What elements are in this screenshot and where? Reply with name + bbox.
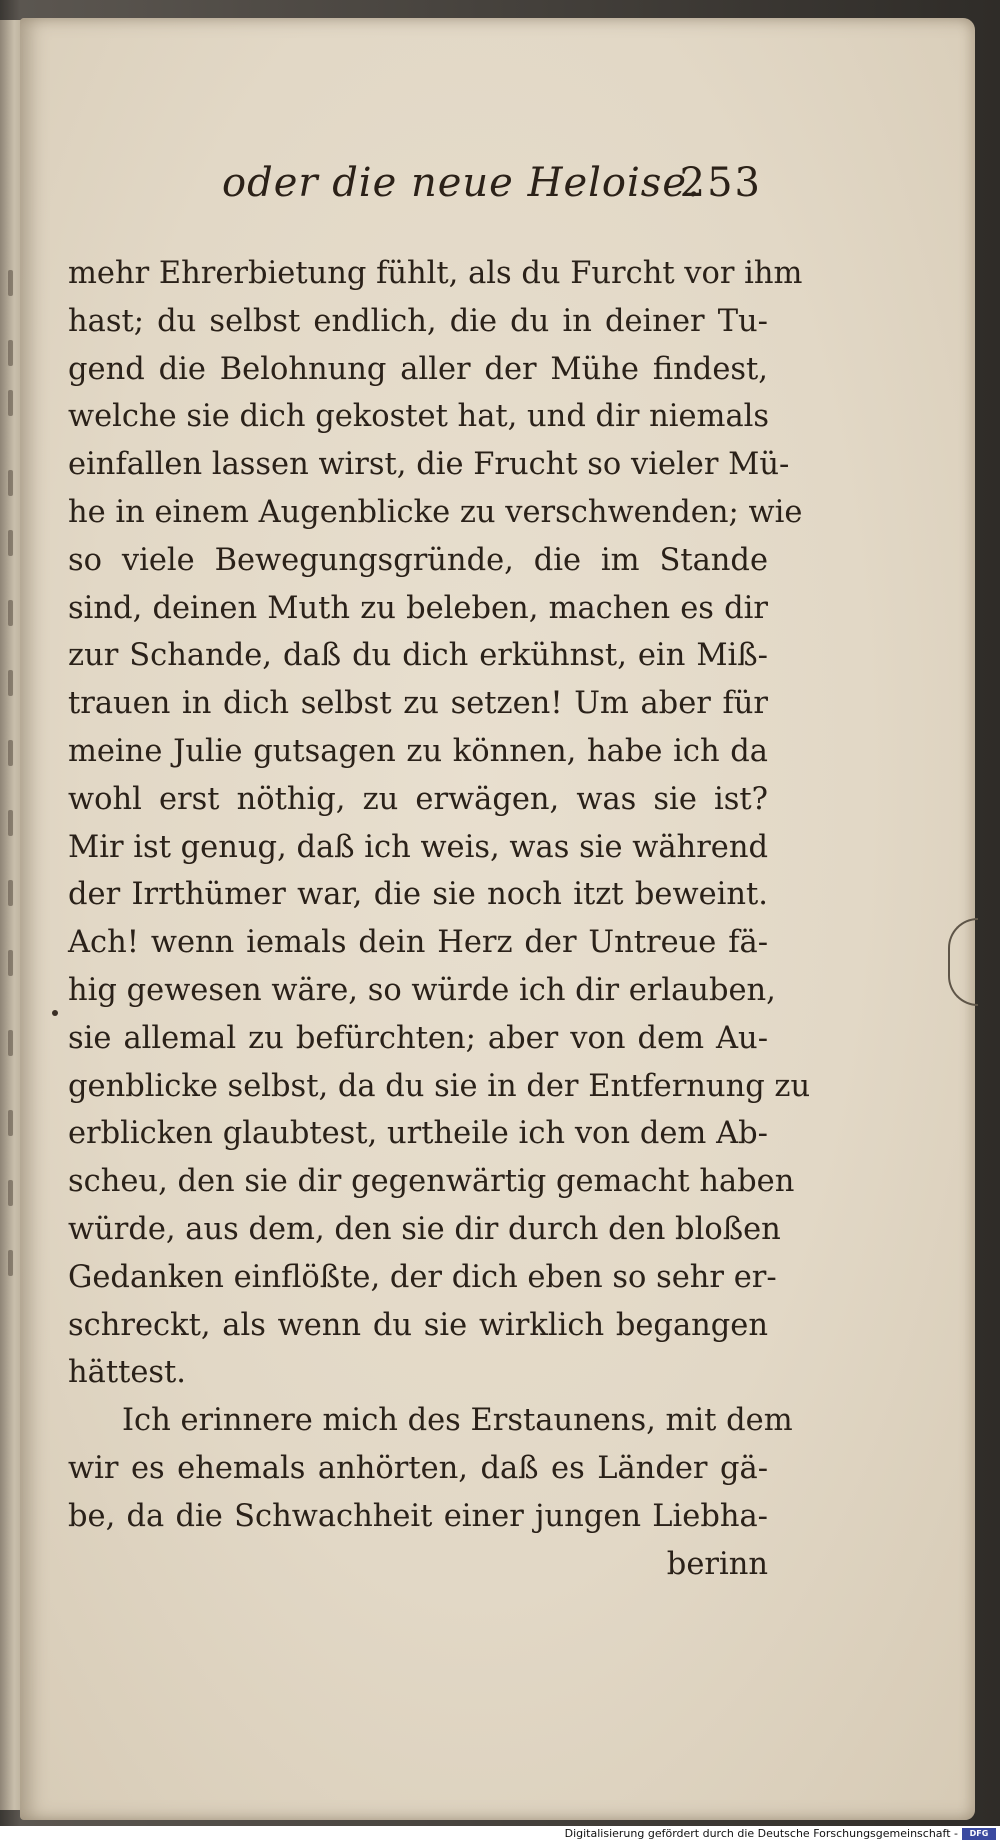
text-line: schreckt, als wenn du sie wirklich begangen	[68, 1307, 768, 1343]
text-line: Gedanken einflößte, der dich eben so sehr er-	[68, 1259, 777, 1295]
text-line: he in einem Augenblicke zu verschwenden; wie	[68, 494, 803, 530]
body-text	[68, 250, 811, 1588]
text-line: erblicken glaubtest, urtheile ich von dem Ab-	[68, 1116, 768, 1152]
text-line: mehr Ehrerbietung fühlt, als du Furcht vor ihm	[68, 256, 803, 291]
text-line: Mir ist genug, daß ich weis, was sie während	[68, 829, 768, 865]
text-line: zur Schande, daß du dich erkühnst, ein Miß-	[68, 638, 768, 674]
text-line: wir es ehemals anhörten, daß es Länder gä-	[68, 1450, 768, 1486]
text-line: trauen in dich selbst zu setzen! Um aber für	[68, 686, 768, 722]
digitization-footer	[0, 1826, 1000, 1842]
text-line: würde, aus dem, den sie dir durch den bloßen	[68, 1211, 781, 1247]
text-line: scheu, den sie dir gegenwärtig gemacht haben	[68, 1164, 795, 1200]
text-line: welche sie dich gekostet hat, und dir niemals	[68, 399, 770, 435]
funding-credit: Digitalisierung gefördert durch die Deutsche Forschungsgemeinschaft -	[564, 1827, 958, 1840]
dfg-logo-icon: DFG	[962, 1828, 996, 1840]
text-line: genblicke selbst, da du sie in der Entfernung zu	[68, 1068, 811, 1104]
text-line: hättest.	[68, 1355, 186, 1391]
catchword: berinn	[666, 1546, 768, 1582]
running-title: oder die neue Heloise.	[222, 160, 701, 206]
text-line: der Irrthümer war, die sie noch itzt beweint.	[68, 877, 768, 913]
ink-speck	[52, 1010, 58, 1016]
text-line: so viele Bewegungsgründe, die im Stande	[68, 542, 768, 578]
text-line: hig gewesen wäre, so würde ich dir erlauben,	[68, 972, 776, 1008]
text-line: be, da die Schwachheit einer jungen Liebha-	[68, 1498, 768, 1534]
text-line: wohl erst nöthig, zu erwägen, was sie ist?	[68, 781, 768, 817]
text-line: Ach! wenn iemals dein Herz der Untreue fä-	[68, 925, 768, 961]
paragraph-start-line: Ich erinnere mich des Erstaunens, mit dem	[122, 1403, 793, 1439]
page-number: 253	[679, 160, 762, 206]
page-header	[222, 160, 762, 220]
page-curl-shadow	[948, 918, 978, 1006]
text-line: sie allemal zu befürchten; aber von dem Au-	[68, 1020, 768, 1056]
text-line: hast; du selbst endlich, die du in deiner Tu-	[68, 303, 768, 339]
text-line: gend die Belohnung aller der Mühe findest,	[68, 351, 768, 387]
text-line: einfallen lassen wirst, die Frucht so vieler Mü-	[68, 447, 790, 483]
text-line: sind, deinen Muth zu beleben, machen es dir	[68, 590, 768, 626]
text-line: meine Julie gutsagen zu können, habe ich da	[68, 733, 768, 769]
